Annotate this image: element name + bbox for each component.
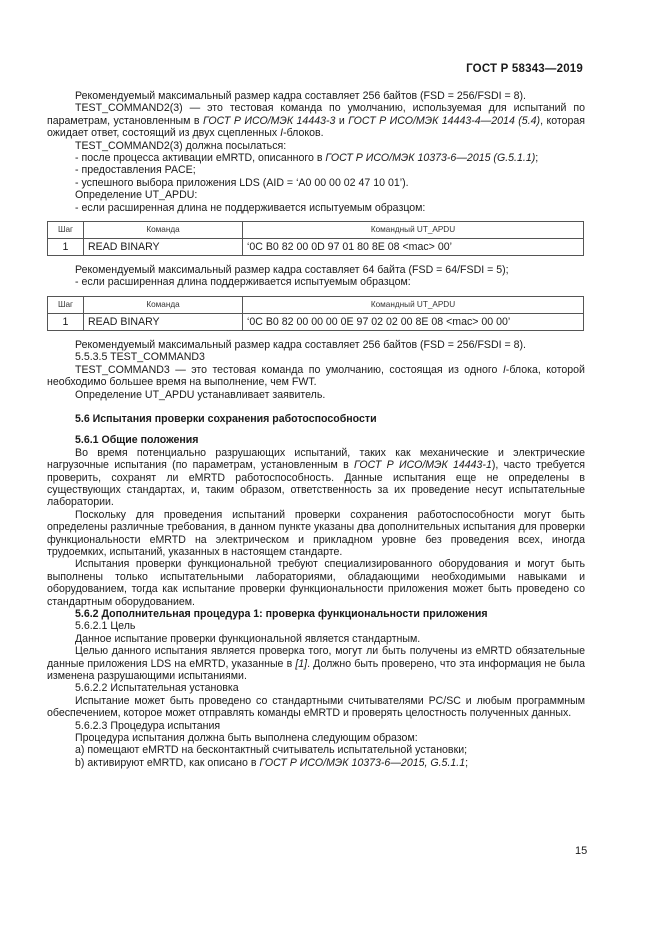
list-item-b: [47, 757, 585, 769]
table-header-row: [48, 222, 584, 239]
standard-reference: ГОСТ Р ИСО/МЭК 10373-6—2015, G.5.1.1: [259, 756, 466, 769]
text-run: ), часто требуется проверить, сохранят ли eMRTD работоспособность. Данные испытания еще не определены в существующих стандартах, и, таким образом, ответственность за их проведение несут испытательные лаборатории.: [47, 459, 585, 509]
text-run: I: [502, 363, 506, 376]
table-row: [48, 239, 584, 256]
text-run: -блока, которой необходимо большее время на выполнение, чем FWT.: [47, 363, 585, 389]
text-run: Во время потенциально разрушающих испытаний, таких как механические и электрические нагрузочные испытания (по параметрам, установленным в: [47, 446, 585, 472]
cell-step: 1: [48, 239, 84, 256]
apdu-table-1: [47, 221, 584, 256]
section-5-6-2-heading: 5.6.2 Дополнительная процедура 1: проверка функциональности приложения: [75, 608, 488, 620]
section-5-6-1-heading: 5.6.1 Общие положения: [75, 434, 199, 447]
text-run: I: [280, 127, 284, 140]
table-header-row: [48, 296, 584, 313]
text-run: , которая ожидает ответ, состоящий из двух сцепленных: [47, 114, 586, 140]
paragraph-frame-size-64: Рекомендуемый максимальный размер кадра составляет 64 байта (FSD = 64/FSDI = 5);: [75, 264, 509, 277]
paragraph-ut-apdu-def: Определение UT_APDU:: [75, 189, 198, 202]
paragraph-test-command2-3: [47, 102, 585, 139]
standard-reference: ГОСТ Р ИСО/МЭК 14443-1: [353, 459, 492, 472]
page-body: [47, 90, 585, 769]
list-item-pace: - предоставления PACE;: [75, 164, 196, 177]
paragraph-additional-tests: Поскольку для проведения испытаний проверки сохранения работоспособности могут быть определены различные требования, в данном пункте указаны два дополнительных испытания для проверки функциональности eMRTD на электрическом и прикладном уровне без проведения всех, иногда трудоемких, испытаний, указанных в настоящем стандарте.: [47, 508, 585, 558]
text-run: - после процесса активации eMRTD, описанного в: [75, 152, 326, 165]
section-5-6-heading: 5.6 Испытания проверки сохранения работоспособности: [75, 412, 377, 425]
text-run: b) активируют eMRTD, как описано в: [75, 756, 260, 769]
text-run: TEST_COMMAND2(3) — это тестовая команда по умолчанию, используемая для испытаний по параметрам, установленным в: [47, 102, 585, 127]
spacer: [47, 425, 585, 434]
paragraph-special-equipment: Испытания проверки функциональной требуют специализированного оборудования и могут быть выполнены только испытательными лабораториями, обладающими необходимыми навыками и оборудованием, тогда как испытание проверки функциональности приложения может быть проведено со стандартным оборудованием.: [47, 558, 585, 608]
column-header-command: Команда: [84, 222, 243, 239]
citation: [1]: [295, 657, 308, 670]
list-item-no-extended-length: - если расширенная длина не поддерживается испытуемым образцом:: [75, 201, 426, 214]
paragraph-frame-size-256-2: Рекомендуемый максимальный размер кадра составляет 256 байтов (FSD = 256/FSDI = 8).: [75, 338, 527, 351]
section-5-6-2-2-heading: 5.6.2.2 Испытательная установка: [75, 682, 239, 695]
standard-reference: ГОСТ Р ИСО/МЭК 10373-6—2015 (G.5.1.1): [325, 152, 536, 165]
apdu-table-2: [47, 296, 584, 331]
standard-designation: ГОСТ Р 58343—2019: [466, 63, 583, 75]
text-run: Целью данного испытания является проверка того, могут ли быть получены из eMRTD обязательные данные приложения LDS на eMRTD, указанные в: [47, 645, 585, 670]
cell-apdu: ‘0C B0 82 00 00 00 0E 97 02 02 00 8E 08 <mac> 00 00’: [243, 313, 584, 330]
text-run: TEST_COMMAND3 — это тестовая команда по умолчанию, состоящая из одного: [75, 363, 503, 376]
column-header-apdu: Командный UT_APDU: [243, 222, 584, 239]
paragraph-ut-apdu-applicant: Определение UT_APDU устанавливает заявитель.: [75, 388, 326, 401]
paragraph-must-send: TEST_COMMAND2(3) должна посылаться:: [75, 139, 287, 152]
column-header-apdu: Командный UT_APDU: [243, 296, 584, 313]
paragraph-destructive-tests: [47, 447, 585, 509]
list-item-a: a) помещают eMRTD на бесконтактный считыватель испытательной установки;: [75, 744, 468, 757]
cell-command: READ BINARY: [84, 313, 243, 330]
standard-reference: ГОСТ Р ИСО/МЭК 14443-4—2014 (5.4): [348, 114, 541, 127]
column-header-step: Шаг: [48, 296, 84, 313]
section-5-5-3-5-heading: 5.5.3.5 TEST_COMMAND3: [75, 351, 205, 364]
text-run: -блоков.: [283, 127, 324, 140]
spacer: [47, 401, 585, 413]
paragraph-test-setup: Испытание может быть проведено со стандартными считывателями PC/SC и любым программным обеспечением, которое может отправлять команды eMRTD и проверять целостность полученных данных.: [47, 694, 585, 720]
paragraph-procedure-intro: Процедура испытания должна быть выполнена следующим образом:: [75, 732, 418, 745]
paragraph-test-command3: [47, 364, 585, 389]
section-5-6-2-3-heading: 5.6.2.3 Процедура испытания: [75, 719, 221, 732]
standard-reference: ГОСТ Р ИСО/МЭК 14443-3: [202, 114, 336, 127]
list-item-activation: [47, 152, 585, 164]
page-number: 15: [575, 845, 588, 857]
list-item-lds-select: - успешного выбора приложения LDS (AID = ‘A0 00 00 02 47 10 01’).: [75, 176, 409, 189]
cell-command: READ BINARY: [84, 239, 243, 256]
text-run: . Должно быть проверено, что эта информация не была изменена разрушающими испытаниями.: [47, 657, 585, 683]
list-item-extended-length: - если расширенная длина поддерживается испытуемым образцом:: [75, 276, 411, 289]
table-row: [48, 313, 584, 330]
column-header-step: Шаг: [48, 222, 84, 239]
paragraph-test-purpose: [47, 645, 585, 682]
column-header-command: Команда: [84, 296, 243, 313]
text-run: ;: [465, 756, 469, 769]
section-5-6-2-1-heading: 5.6.2.1 Цель: [75, 620, 136, 633]
text-run: ;: [535, 152, 539, 165]
paragraph-frame-size-256: Рекомендуемый максимальный размер кадра составляет 256 байтов (FSD = 256/FSDI = 8).: [75, 90, 527, 102]
cell-step: 1: [48, 313, 84, 330]
cell-apdu: ‘0C B0 82 00 0D 97 01 80 8E 08 <mac> 00’: [243, 239, 584, 256]
text-run: и: [335, 114, 349, 127]
paragraph-standard-test: Данное испытание проверки функциональной является стандартным.: [75, 632, 421, 645]
